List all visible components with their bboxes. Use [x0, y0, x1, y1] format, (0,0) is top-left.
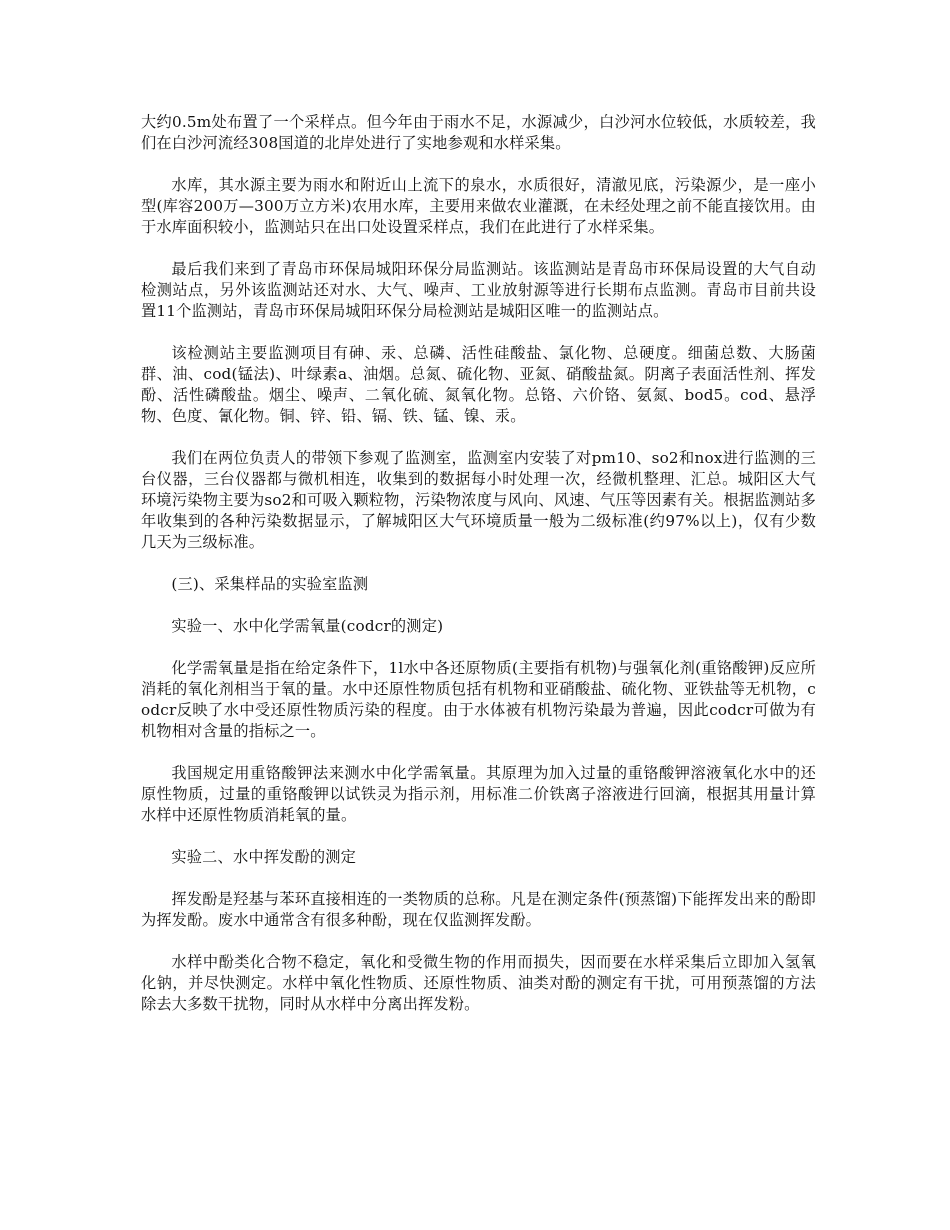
paragraph-phenol-definition: 挥发酚是羟基与苯环直接相连的一类物质的总称。凡是在测定条件(预蒸馏)下能挥发出来的酚即为挥发酚。废水中通常含有很多种酚，现在仅监测挥发酚。 — [141, 890, 816, 929]
paragraph-monitoring-items: 该检测站主要监测项目有砷、汞、总磷、活性硅酸盐、氯化物、总硬度。细菌总数、大肠菌群、油、cod(锰法)、叶绿素a、油烟。总氮、硫化物、亚氮、硝酸盐氮。阴离子表面活性剂、挥发酚、活性磷酸盐。烟尘、噪声、二氧化硫、氮氧化物。总铬、六价铬、氨氮、bod5。cod、悬浮物、色度、氰化物。铜、锌、铅、镉、铁、锰、镍、汞。 — [141, 344, 816, 425]
paragraph-reservoir: 水库，其水源主要为雨水和附近山上流下的泉水，水质很好，清澈见底，污染源少，是一座小型(库容200万—300万立方米)农用水库，主要用来做农业灌溉，在未经处理之前不能直接饮用。由于水库面积较小，监测站只在出口处设置采样点，我们在此进行了水样采集。 — [141, 176, 816, 236]
section-heading-lab-monitoring: (三)、采集样品的实验室监测 — [171, 575, 369, 593]
paragraph-cod-definition: 化学需氧量是指在给定条件下，1l水中各还原物质(主要指有机物)与强氧化剂(重铬酸钾)反应所消耗的氧化剂相当于氧的量。水中还原性物质包括有机物和亚硝酸盐、硫化物、亚铁盐等无机物，codcr反映了水中受还原性物质污染的程度。由于水体被有机物污染最为普遍，因此codcr可做为有机物相对含量的指标之一。 — [141, 659, 816, 740]
document-page — [141, 112, 816, 1036]
paragraph-monitoring-station: 最后我们来到了青岛市环保局城阳环保分局监测站。该监测站是青岛市环保局设置的大气自动检测站点，另外该监测站还对水、大气、噪声、工业放射源等进行长期布点监测。青岛市目前共设置11个监测站，青岛市环保局城阳环保分局检测站是城阳区唯一的监测站点。 — [141, 260, 816, 320]
paragraph-phenol-sampling: 水样中酚类化合物不稳定，氧化和受微生物的作用而损失，因而要在水样采集后立即加入氢氧化钠，并尽快测定。水样中氧化性物质、还原性物质、油类对酚的测定有干扰，可用预蒸馏的方法除去大多数干扰物，同时从水样中分离出挥发粉。 — [141, 953, 816, 1013]
paragraph-cod-method: 我国规定用重铬酸钾法来测水中化学需氧量。其原理为加入过量的重铬酸钾溶液氧化水中的还原性物质，过量的重铬酸钾以试铁灵为指示剂，用标准二价铁离子溶液进行回滴，根据其用量计算水样中还原性物质消耗氧的量。 — [141, 764, 816, 824]
paragraph-sampling-point: 大约0.5m处布置了一个采样点。但今年由于雨水不足，水源减少，白沙河水位较低，水质较差，我们在白沙河流经308国道的北岸处进行了实地参观和水样采集。 — [141, 113, 816, 152]
section-heading-experiment-one: 实验一、水中化学需氧量(codcr的测定) — [171, 617, 444, 635]
section-heading-experiment-two: 实验二、水中挥发酚的测定 — [171, 848, 357, 866]
paragraph-monitoring-room: 我们在两位负责人的带领下参观了监测室，监测室内安装了对pm10、so2和nox进行监测的三台仪器，三台仪器都与微机相连，收集到的数据每小时处理一次，经微机整理、汇总。城阳区大气环境污染物主要为so2和可吸入颗粒物，污染物浓度与风向、风速、气压等因素有关。根据监测站多年收集到的各种污染数据显示，了解城阳区大气环境质量一般为二级标准(约97%以上)，仅有少数几天为三级标准。 — [141, 449, 816, 551]
